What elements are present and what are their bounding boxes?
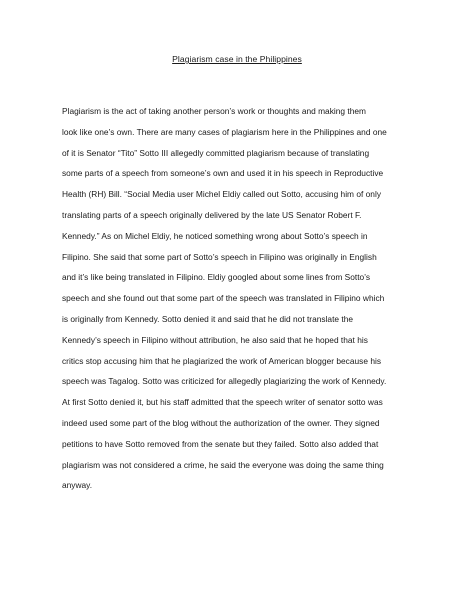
document-title: Plagiarism case in the Philippines (172, 54, 302, 64)
body-paragraph: Plagiarism is the act of taking another person’s work or thoughts and making them look like one’s own. There are many cases of plagiarism here in the Philippines and one of it is Senator “Tito” Sotto III allegedly committed plagiarism because of translating some parts of a speech from someone’s own and used it in his speech in Reproductive Health (RH) Bill. “Social Media user Michel Eldiy called out Sotto, accusing him of only translating parts of a speech originally delivered by the late US Senator Robert F. Kennedy.” As on Michel Eldiy, he noticed something wrong about Sotto’s speech in Filipino. She said that some part of Sotto’s speech in Filipino was originally in English and it’s like being translated in Filipino. Eldiy googled about some lines from Sotto’s speech and she found out that some part of the speech was translated in Filipino which is originally from Kennedy. Sotto denied it and said that he did not translate the Kennedy’s speech in Filipino without attribution, he also said that he hoped that his critics stop accusing him that he plagiarized the work of American blogger because his speech was Tagalog. Sotto was criticized for allegedly plagiarizing the work of Kennedy. At first Sotto denied it, but his staff admitted that the speech writer of senator sotto was indeed used some part of the blog without the authorization of the owner. They signed petitions to have Sotto removed from the senate but they failed. Sotto also added that plagiarism was not considered a crime, he said the everyone was doing the same thing anyway. (62, 106, 387, 491)
